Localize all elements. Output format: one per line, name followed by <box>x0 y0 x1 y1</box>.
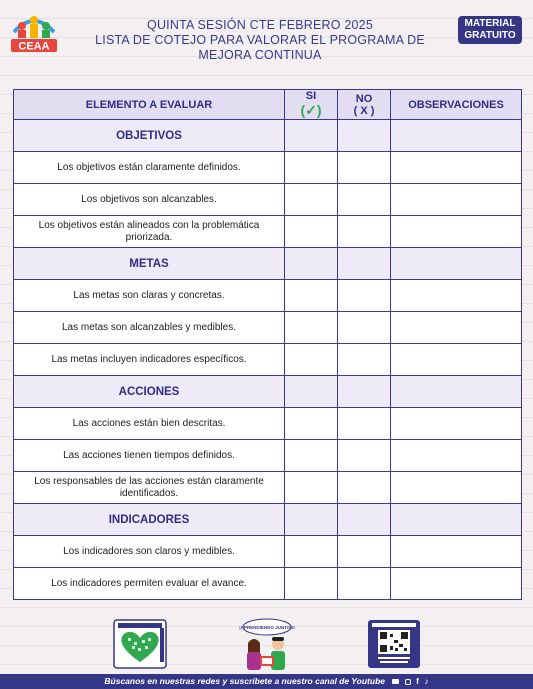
item-label: Las metas son claras y concretas. <box>14 280 285 312</box>
kids-reading-graphic <box>236 618 298 674</box>
item-label: Los responsables de las acciones están claramente identificados. <box>14 472 285 504</box>
si-cell[interactable] <box>285 408 338 440</box>
item-label: Los objetivos están alineados con la problemática priorizada. <box>14 216 285 248</box>
checklist-sheet <box>13 89 521 600</box>
heart-qr-graphic <box>112 618 168 670</box>
item-label: Los indicadores son claros y medibles. <box>14 536 285 568</box>
table-row <box>14 184 522 216</box>
section-title: OBJETIVOS <box>14 120 285 152</box>
section-title: METAS <box>14 248 285 280</box>
observaciones-cell[interactable] <box>391 248 522 280</box>
table-row <box>14 536 522 568</box>
youtube-qr-graphic <box>366 618 422 670</box>
facebook-icon[interactable]: f <box>416 676 419 686</box>
observaciones-cell[interactable] <box>391 568 522 600</box>
si-cell[interactable] <box>285 312 338 344</box>
item-label: Los indicadores permiten evaluar el avance. <box>14 568 285 600</box>
instagram-icon[interactable] <box>405 679 411 685</box>
header-no-label: NO <box>355 92 373 105</box>
page-title <box>70 18 450 63</box>
observaciones-cell[interactable] <box>391 344 522 376</box>
observaciones-cell[interactable] <box>391 504 522 536</box>
observaciones-cell[interactable] <box>391 536 522 568</box>
item-label: Las metas incluyen indicadores específicos. <box>14 344 285 376</box>
section-row-indicadores <box>14 504 522 536</box>
ceaa-logo <box>8 10 60 54</box>
no-cell[interactable] <box>338 504 391 536</box>
observaciones-cell[interactable] <box>391 152 522 184</box>
no-cell[interactable] <box>338 216 391 248</box>
si-cell[interactable] <box>285 280 338 312</box>
no-cell[interactable] <box>338 344 391 376</box>
observaciones-cell[interactable] <box>391 408 522 440</box>
table-row <box>14 280 522 312</box>
item-label: Las metas son alcanzables y medibles. <box>14 312 285 344</box>
header-observaciones: OBSERVACIONES <box>391 90 522 120</box>
table-row <box>14 472 522 504</box>
header-no <box>338 90 391 120</box>
si-cell[interactable] <box>285 472 338 504</box>
check-icon: (✓) <box>300 102 322 118</box>
table-row <box>14 408 522 440</box>
footer-text: Búscanos en nuestras redes y suscríbete a nuestro canal de Youtube <box>104 676 385 686</box>
no-cell[interactable] <box>338 248 391 280</box>
page-header <box>0 0 533 70</box>
si-cell[interactable] <box>285 184 338 216</box>
si-cell[interactable] <box>285 568 338 600</box>
logo-text: CEAA <box>18 40 50 53</box>
table-row <box>14 344 522 376</box>
no-cell[interactable] <box>338 408 391 440</box>
title-line-2: LISTA DE COTEJO PARA VALORAR EL PROGRAMA DE MEJORA CONTINUA <box>95 33 425 62</box>
observaciones-cell[interactable] <box>391 376 522 408</box>
section-row-objetivos <box>14 120 522 152</box>
si-cell[interactable] <box>285 440 338 472</box>
item-label: Las acciones están bien descritas. <box>14 408 285 440</box>
free-material-badge <box>458 16 522 44</box>
footer-bar <box>0 674 533 689</box>
badge-line-2: GRATUITO <box>464 30 516 41</box>
si-cell[interactable] <box>285 344 338 376</box>
table-row <box>14 152 522 184</box>
bubble-text: ¡APRENDIENDO JUNTOS! <box>239 625 295 630</box>
no-cell[interactable] <box>338 184 391 216</box>
observaciones-cell[interactable] <box>391 216 522 248</box>
si-cell[interactable] <box>285 376 338 408</box>
observaciones-cell[interactable] <box>391 184 522 216</box>
no-cell[interactable] <box>338 152 391 184</box>
tiktok-icon[interactable]: ♪ <box>424 676 429 686</box>
no-cell[interactable] <box>338 472 391 504</box>
section-row-metas <box>14 248 522 280</box>
header-elemento: ELEMENTO A EVALUAR <box>14 90 285 120</box>
section-title: ACCIONES <box>14 376 285 408</box>
table-body <box>14 120 522 600</box>
youtube-icon[interactable] <box>392 679 399 684</box>
si-cell[interactable] <box>285 152 338 184</box>
item-label: Las acciones tienen tiempos definidos. <box>14 440 285 472</box>
item-label: Los objetivos están claramente definidos. <box>14 152 285 184</box>
section-title: INDICADORES <box>14 504 285 536</box>
table-row <box>14 312 522 344</box>
no-cell[interactable] <box>338 440 391 472</box>
observaciones-cell[interactable] <box>391 280 522 312</box>
observaciones-cell[interactable] <box>391 472 522 504</box>
observaciones-cell[interactable] <box>391 120 522 152</box>
observaciones-cell[interactable] <box>391 440 522 472</box>
no-cell[interactable] <box>338 568 391 600</box>
section-row-acciones <box>14 376 522 408</box>
no-cell[interactable] <box>338 536 391 568</box>
no-cell[interactable] <box>338 376 391 408</box>
si-cell[interactable] <box>285 216 338 248</box>
table-row <box>14 216 522 248</box>
no-cell[interactable] <box>338 312 391 344</box>
si-cell[interactable] <box>285 536 338 568</box>
title-line-1: QUINTA SESIÓN CTE FEBRERO 2025 <box>147 18 373 32</box>
table-row <box>14 568 522 600</box>
checklist-table <box>13 89 522 600</box>
no-cell[interactable] <box>338 120 391 152</box>
badge-line-1: MATERIAL <box>464 18 516 29</box>
header-si <box>285 90 338 120</box>
header-si-label: SI <box>305 90 317 102</box>
si-cell[interactable] <box>285 248 338 280</box>
table-header-row <box>14 90 522 120</box>
cross-icon: ( X ) <box>353 104 375 117</box>
si-cell[interactable] <box>285 504 338 536</box>
observaciones-cell[interactable] <box>391 312 522 344</box>
no-cell[interactable] <box>338 280 391 312</box>
si-cell[interactable] <box>285 120 338 152</box>
table-row <box>14 440 522 472</box>
item-label: Los objetivos son alcanzables. <box>14 184 285 216</box>
